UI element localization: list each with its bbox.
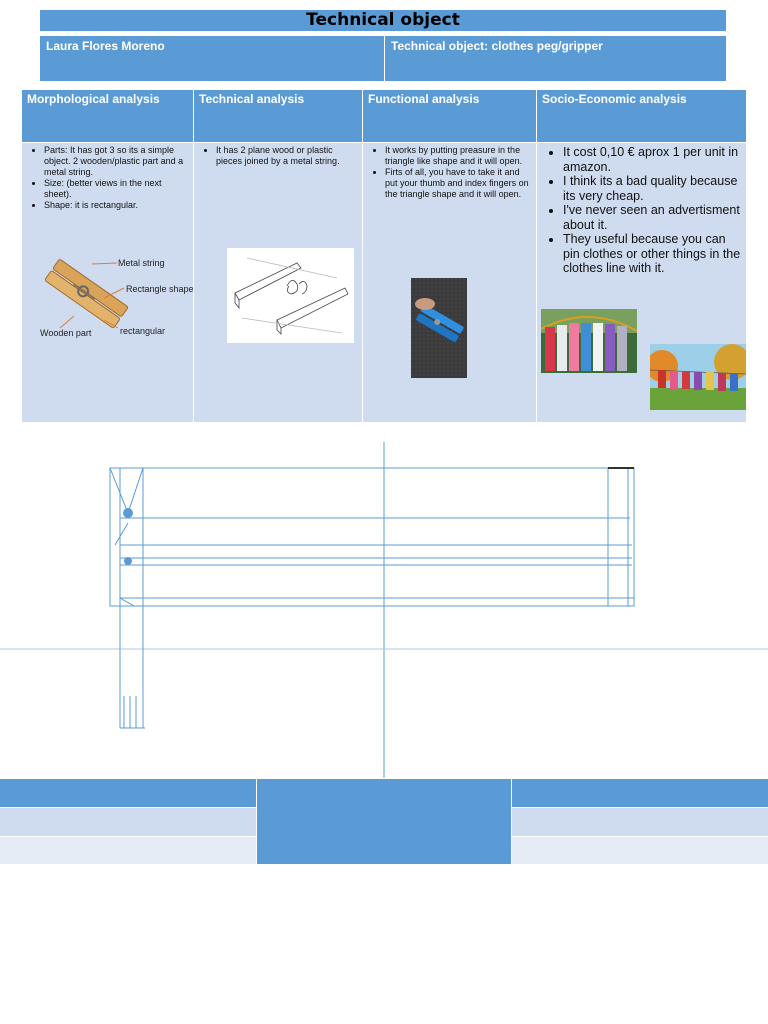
- list-item: • It cost 0,10 € aprox 1 per unit in amazon.: [563, 145, 742, 174]
- bottom-table-row-right-1: [512, 808, 768, 836]
- list-item: • It works by putting preasure in the triangle like shape and it will open.: [385, 145, 532, 167]
- list-item: • Shape: it is rectangular.: [44, 200, 189, 211]
- functional-body: [363, 143, 536, 422]
- clothesline-photo-1: [541, 309, 637, 373]
- list-item: • Parts: It has got 3 so its a simple object. 2 wooden/plastic part and a metal string.: [44, 145, 189, 178]
- author-cell: Laura Flores Moreno: [40, 36, 384, 81]
- bottom-table-row-right-2: [512, 837, 768, 864]
- list-item: • I think its a bad quality because its very cheap.: [563, 174, 742, 203]
- object-cell: Technical object: clothes peg/gripper: [385, 36, 726, 81]
- wooden-part-label: Wooden part: [40, 328, 92, 338]
- morphological-heading: Morphological analysis: [22, 90, 193, 142]
- morphological-list: [26, 145, 189, 211]
- blue-peg-photo: [411, 278, 467, 378]
- bottom-table-row-left-2: [0, 837, 256, 864]
- list-item: • Size: (better views in the next sheet).: [44, 178, 189, 200]
- rectangle-shape-label: Rectangle shape: [126, 284, 194, 294]
- socio-economic-heading: Socio-Economic analysis: [537, 90, 746, 142]
- metal-string-label: Metal string: [118, 258, 165, 268]
- socio-economic-list: [541, 145, 742, 276]
- list-item: • They useful because you can pin clothes or other things in the clothes line with it.: [563, 232, 742, 276]
- sketch-image: [227, 248, 354, 343]
- list-item: • Firts of all, you have to take it and put your thumb and index fingers on the triangle shape and it will open.: [385, 167, 532, 200]
- technical-heading: Technical analysis: [194, 90, 362, 142]
- clothesline-photo-2: [650, 344, 746, 410]
- bottom-table-header-left: [0, 779, 256, 807]
- list-item: • It has 2 plane wood or plastic pieces joined by a metal string.: [216, 145, 358, 167]
- technical-body: [194, 143, 362, 422]
- bottom-table-row-left-1: [0, 808, 256, 836]
- functional-list: [367, 145, 532, 200]
- bottom-table-center: [257, 779, 511, 864]
- technical-list: [198, 145, 358, 167]
- page-title: Technical object: [40, 10, 726, 31]
- list-item: • I've never seen an advertisment about it.: [563, 203, 742, 232]
- technical-drawing: [0, 438, 768, 780]
- socio-economic-body: [537, 143, 746, 422]
- rectangular-label: rectangular: [120, 326, 166, 336]
- morphological-body: [22, 143, 193, 422]
- bottom-table-header-right: [512, 779, 768, 807]
- functional-heading: Functional analysis: [363, 90, 536, 142]
